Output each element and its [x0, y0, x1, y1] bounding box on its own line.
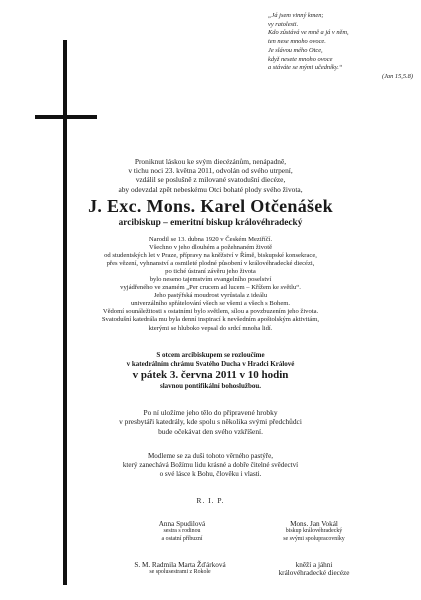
burial-line: Po ní uložíme jeho tělo do připravené hrobky — [143, 408, 278, 417]
signature-sisters — [105, 561, 255, 577]
bio-line: po tiché ústraní závěru jeho života — [165, 268, 256, 276]
intro-line: vzdálil se poslušně z milované svatodušní diecéze, — [135, 175, 286, 185]
signature-bishop — [254, 520, 374, 543]
bio-line: Narodil se 13. dubna 1920 v Českém Meziříčí. — [148, 236, 273, 243]
signature-name: Mons. Jan Vokál — [290, 520, 338, 528]
funeral-announcement — [0, 351, 421, 392]
quote-line: a stáváte se mými učedníky.“ — [268, 64, 343, 72]
intro-line: v tichu noci 23. května 2011, odvolán od svého utrpení, — [128, 166, 293, 176]
bio-line: kterými se hluboko vepsal do srdcí mnoha lidí. — [148, 324, 273, 332]
signature-subtitle: biskup královéhradecký — [285, 528, 343, 535]
bio-line: vyjádřeného ve znamém „Per crucem ad lucem – Křížem ke světlu“. — [120, 284, 301, 292]
bio-line: přes vězení, vyhnanství a osmileté plodné působení v královéhradecké diecézi, — [106, 260, 315, 268]
prayer-line: Modleme se za duši tohoto věrného pastýře, — [147, 452, 274, 460]
bio-line: bylo neseno tajemstvím evangelního poselství — [149, 276, 272, 284]
biography — [0, 236, 421, 333]
signature-name: S. M. Radmila Marta Žďárková — [134, 561, 226, 569]
quote-line: když nesete mnoho ovoce — [268, 55, 333, 63]
quote-line: „Já jsem vinný kmen; — [268, 12, 324, 19]
funeral-line: S otcem arcibiskupem se rozloučíme — [156, 351, 265, 359]
bio-line: univerzálního spřátelování všech se všemi a všech s Bohem. — [130, 300, 291, 308]
prayer-line: který zanechává Božímu lidu krásné a dobře čitelné svědectví — [122, 461, 299, 470]
signature-name: královéhradecké diecéze — [278, 569, 350, 578]
intro-paragraph — [0, 157, 421, 194]
bio-line: Všechno v jeho dlouhém a požehnaném životě — [148, 244, 273, 252]
deceased-title: arcibiskup – emeritní biskup královéhradecký — [118, 218, 303, 228]
funeral-line: slavnou pontifikální bohoslužbou. — [160, 382, 261, 391]
quote-line: ten nese mnoho ovoce. — [268, 38, 326, 46]
quote-line: Kdo zůstává ve mně a já v něm, — [268, 29, 349, 37]
intro-line: Proniknut láskou ke svým diecézánům, nenápadně, — [134, 157, 287, 166]
bio-line: Jeho pastýřská moudrost vyrůstala z ideálu — [153, 292, 268, 300]
quote-line: vy ratolesti. — [268, 20, 299, 28]
bio-line: Svatodušní katedrála mu byla denní inspirací k nevšedním apoštolským aktivitám, — [101, 316, 320, 324]
prayer-paragraph — [0, 452, 421, 480]
signature-family — [128, 520, 236, 543]
burial-line: bude očekávat den svého vzkříšení. — [158, 426, 263, 436]
signature-subtitle: se svými spolupracovníky — [283, 535, 345, 542]
rip-text: R. I. P. — [196, 496, 225, 505]
bio-line: od studentských let v Praze, přípravy na kněžství v Římě, biskupské konsekrace, — [104, 252, 317, 260]
signature-clergy — [254, 561, 374, 578]
prayer-line: o své lásce k Bohu, člověku i vlasti. — [159, 470, 262, 479]
funeral-line: v katedrálním chrámu Svatého Ducha v Hradci Králové — [126, 360, 295, 369]
signature-subtitle: sestra s rodinou — [163, 528, 201, 535]
bio-line: Vědomí sounáležitosti s ostatními bylo světlem, sílou a povzbuzením jeho života. — [102, 308, 319, 316]
signature-name: kněží a jáhni — [295, 561, 333, 569]
signature-name: Anna Spudilová — [158, 520, 206, 528]
burial-line: v presbytáři katedrály, kde spolu s několika svými předchůdci — [119, 417, 302, 427]
quote-reference: (Jan 15,5.8) — [381, 72, 413, 80]
deceased-name: J. Exc. Mons. Karel Otčenášek — [88, 196, 333, 216]
signature-subtitle: a ostatní příbuzní — [161, 535, 203, 542]
quote-line: Je slávou mého Otce, — [268, 46, 323, 54]
signature-subtitle: se spolusestrami z Rokole — [149, 569, 211, 576]
bible-quote — [268, 12, 413, 82]
burial-paragraph — [0, 408, 421, 436]
funeral-date: v pátek 3. června 2011 v 10 hodin — [132, 369, 289, 382]
intro-line: aby odevzdal zpět nebeskému Otci bohaté plody svého života, — [118, 184, 303, 194]
cross-icon-arm — [35, 115, 97, 119]
